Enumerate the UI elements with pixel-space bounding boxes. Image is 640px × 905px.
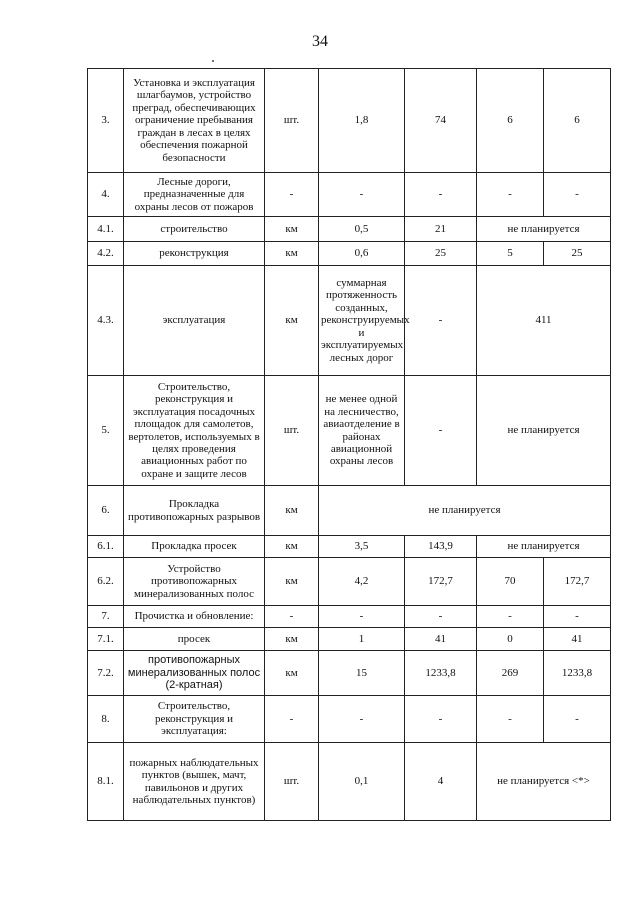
row-unit: шт.: [265, 376, 319, 486]
row-number: 6.1.: [88, 536, 124, 558]
table-row: [88, 217, 611, 242]
row-unit: -: [265, 696, 319, 743]
row-cell: 0,1: [319, 743, 405, 821]
row-name: Устройство противопожарных минерализованных полос: [124, 558, 265, 606]
row-unit: -: [265, 173, 319, 217]
row-name: пожарных наблюдательных пунктов (вышек, мачт, павильонов и других наблюдательных пунктов): [124, 743, 265, 821]
row-name: реконструкция: [124, 242, 265, 266]
row-cell: -: [319, 173, 405, 217]
row-cell: -: [319, 696, 405, 743]
row-cell: -: [477, 173, 544, 217]
table-row: [88, 376, 611, 486]
row-unit: км: [265, 486, 319, 536]
row-cell: 5: [477, 242, 544, 266]
row-cell: -: [405, 376, 477, 486]
row-cell: -: [319, 606, 405, 628]
row-name: Установка и эксплуатация шлагбаумов, устройство преград, обеспечивающих ограничение пребывания граждан в лесах в целях обеспечения пожарной безопасности: [124, 69, 265, 173]
row-cell: 269: [477, 651, 544, 696]
row-cell: 21: [405, 217, 477, 242]
table-row: [88, 651, 611, 696]
table-row: [88, 743, 611, 821]
table-row: [88, 266, 611, 376]
row-unit: км: [265, 217, 319, 242]
row-unit: км: [265, 651, 319, 696]
scan-speck: [212, 60, 214, 62]
row-cell: не менее одной на лесничество, авиаотделение в районах авиационной охраны лесов: [319, 376, 405, 486]
row-name: эксплуатация: [124, 266, 265, 376]
row-cell: 74: [405, 69, 477, 173]
row-name: просек: [124, 628, 265, 651]
row-cell: 70: [477, 558, 544, 606]
row-unit: км: [265, 558, 319, 606]
row-unit: км: [265, 628, 319, 651]
row-unit: км: [265, 536, 319, 558]
row-cell: -: [405, 606, 477, 628]
row-cell: 172,7: [405, 558, 477, 606]
row-unit: шт.: [265, 69, 319, 173]
row-cell: -: [477, 696, 544, 743]
row-name: противопожарных минерализованных полос (2-кратная): [124, 651, 265, 696]
row-number: 7.: [88, 606, 124, 628]
row-cell: -: [405, 173, 477, 217]
row-name: Строительство, реконструкция и эксплуатация:: [124, 696, 265, 743]
row-number: 4.: [88, 173, 124, 217]
row-cell: суммарная протяженность созданных, реконструируемых и эксплуатируемых лесных дорог: [319, 266, 405, 376]
row-number: 8.1.: [88, 743, 124, 821]
page-number: 34: [312, 33, 328, 50]
row-cell: -: [477, 606, 544, 628]
table-row: [88, 606, 611, 628]
row-cell: 4,2: [319, 558, 405, 606]
row-name: Прокладка просек: [124, 536, 265, 558]
row-cell: -: [405, 266, 477, 376]
row-cell: 0: [477, 628, 544, 651]
row-number: 4.2.: [88, 242, 124, 266]
row-cell: 1233,8: [405, 651, 477, 696]
row-number: 7.1.: [88, 628, 124, 651]
row-number: 5.: [88, 376, 124, 486]
row-number: 3.: [88, 69, 124, 173]
table-row: [88, 536, 611, 558]
row-cell: 6: [544, 69, 611, 173]
table-row: [88, 173, 611, 217]
table-row: [88, 242, 611, 266]
row-merged-cell: 411: [477, 266, 611, 376]
row-number: 4.1.: [88, 217, 124, 242]
row-cell: 1,8: [319, 69, 405, 173]
row-cell: 25: [544, 242, 611, 266]
row-name: Прочистка и обновление:: [124, 606, 265, 628]
fire-protection-table: [87, 68, 611, 821]
row-merged-cell: не планируется: [477, 217, 611, 242]
row-number: 7.2.: [88, 651, 124, 696]
row-cell: 6: [477, 69, 544, 173]
row-name: Прокладка противопожарных разрывов: [124, 486, 265, 536]
row-merged-cell: не планируется <*>: [477, 743, 611, 821]
table-row: [88, 628, 611, 651]
row-name: Лесные дороги, предназначенные для охраны лесов от пожаров: [124, 173, 265, 217]
table-row: [88, 696, 611, 743]
row-cell: 4: [405, 743, 477, 821]
row-number: 6.2.: [88, 558, 124, 606]
table-row: [88, 69, 611, 173]
row-cell: 0,6: [319, 242, 405, 266]
row-merged-cell: не планируется: [477, 376, 611, 486]
row-cell: -: [405, 696, 477, 743]
table-row: [88, 558, 611, 606]
row-cell: 3,5: [319, 536, 405, 558]
row-cell: 172,7: [544, 558, 611, 606]
row-cell: -: [544, 606, 611, 628]
row-name: строительство: [124, 217, 265, 242]
row-cell: -: [544, 173, 611, 217]
row-cell: 41: [405, 628, 477, 651]
row-cell: 25: [405, 242, 477, 266]
row-cell: -: [544, 696, 611, 743]
row-number: 8.: [88, 696, 124, 743]
row-cell: 0,5: [319, 217, 405, 242]
row-cell: 1233,8: [544, 651, 611, 696]
table-row: [88, 486, 611, 536]
row-unit: км: [265, 266, 319, 376]
row-cell: 41: [544, 628, 611, 651]
row-unit: -: [265, 606, 319, 628]
row-unit: км: [265, 242, 319, 266]
row-number: 4.3.: [88, 266, 124, 376]
row-number: 6.: [88, 486, 124, 536]
row-merged-cell: не планируется: [319, 486, 611, 536]
row-name: Строительство, реконструкция и эксплуатация посадочных площадок для самолетов, вертолетов, используемых в целях проведения авиационных работ по охране и защите лесов: [124, 376, 265, 486]
row-cell: 1: [319, 628, 405, 651]
row-unit: шт.: [265, 743, 319, 821]
row-cell: 143,9: [405, 536, 477, 558]
row-merged-cell: не планируется: [477, 536, 611, 558]
row-cell: 15: [319, 651, 405, 696]
